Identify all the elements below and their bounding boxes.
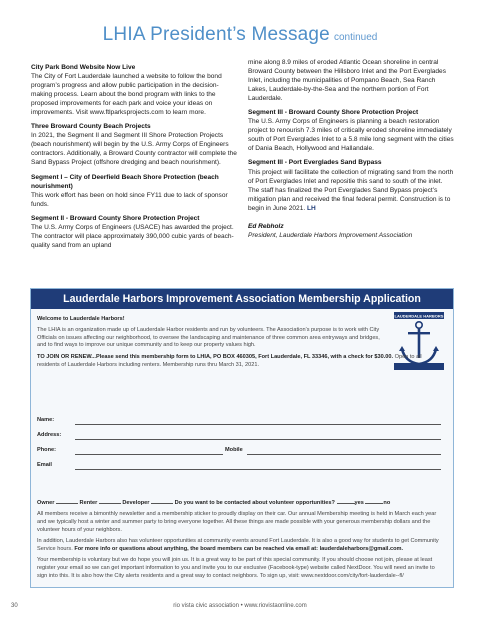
section — [248, 58, 454, 103]
section-heading: Segment I – City of Deerfield Beach Shore Protection (beach nourishment) — [31, 173, 219, 190]
name-row — [37, 417, 445, 432]
developer-field[interactable] — [151, 497, 173, 504]
section-heading: Segment II - Broward County Shore Protection Project — [31, 214, 200, 222]
email-label: Email — [37, 462, 52, 468]
volunteer-info — [37, 538, 443, 554]
section-text: The City of Fort Lauderdale launched a website to follow the bond program’s progress and allow public participation in the decision-making process. Learn about the bond program with links to the proposed improvements for each park and voice your ideas on improvements. Visit www.ftlparksprojects.com to learn more. — [31, 73, 222, 117]
name-label: Name: — [37, 417, 55, 423]
join-bold: TO JOIN OR RENEW...Please send this membership form to LHIA, PO BOX 460305, Fort Lauderdale, FL 33346, with a check for $30.00. — [37, 354, 394, 361]
right-column — [248, 58, 454, 240]
join-instructions — [37, 354, 433, 370]
title-text: LHIA President’s Message — [102, 24, 330, 45]
nextdoor-info: Your membership is voluntary but we do hope you will join us. It is a great way to be part of this special community. If you should choose not join, please at least register your email so we can get important information to you and invite you to our exclusive (Facebook-type) website called NextDoor. You will need an invite to sign into this. It is also how the City alerts residents and a great way to contact neighbors. To sign up, visit: www.nextdoor.com/city/fort-lauderdale--fl/ — [37, 557, 435, 579]
owner-row — [37, 497, 445, 506]
owner-label: Owner — [37, 500, 55, 506]
footer-site: rio vista civic association • www.riovistaonline.com — [173, 603, 307, 609]
phone-label: Phone: — [37, 447, 56, 453]
welcome-heading: Welcome to Lauderdale Harbors! — [37, 316, 125, 322]
phone-row — [37, 447, 445, 462]
signature-title: President, Lauderdale Harbors Improvement Association — [248, 231, 413, 239]
renter-label: Renter — [79, 500, 98, 506]
left-column — [31, 58, 237, 255]
section-heading: Three Broward County Beach Projects — [31, 123, 151, 131]
signature-name: Ed Rebholz — [248, 222, 284, 230]
phone-field[interactable] — [75, 454, 223, 455]
section-heading: Segment III - Port Everglades Sand Bypass — [248, 159, 382, 167]
yes-label: yes — [354, 500, 364, 506]
end-mark: LH — [306, 204, 316, 212]
developer-label: Developer — [122, 500, 150, 506]
application-intro — [37, 316, 433, 370]
section-heading: City Park Bond Website Now Live — [31, 64, 136, 71]
address-label: Address: — [37, 432, 62, 438]
email-field[interactable] — [75, 469, 441, 470]
renter-field[interactable] — [99, 497, 121, 504]
email-row — [37, 462, 445, 477]
section-text: This work effort has been on hold since FY11 due to lack of sponsor funds. — [31, 191, 228, 208]
join-note: Open to all residents of Lauderdale Harbors including renters. Membership runs thru March 31, 2021. — [37, 354, 422, 368]
section-text: mine along 8.9 miles of eroded Atlantic Ocean shoreline in central Broward County between the Hillsboro Inlet and the Port Everglades Inlet, including the municipalities of Pompano Beach, Sea Ranch Lakes, Lauderdale-by-the-Sea and the northern portion of Fort Lauderdale. — [248, 59, 446, 103]
address-field[interactable] — [75, 439, 441, 440]
owner-field[interactable] — [56, 497, 78, 504]
section-text: In 2021, the Segment II and Segment III Shore Protection Projects (beach nourishment) will begin by the U.S. Army Corps of Engineers contractors. Additionally, a Broward County contractor will complete the Sand Bypass Project (offshore dredging and beach nourishment). — [31, 132, 237, 167]
logo-text: LAUDERDALE HARBORS — [394, 313, 444, 319]
volunteer-question: Do you want to be contacted about volunteer opportunities? — [174, 500, 335, 506]
section-text: This project will facilitate the collection of migrating sand from the north of Port Everglades Inlet and repositie this sand to south of the inlet. The staff has finalized the Port Everglades Sand Bypass project’s mitigation plan and received the final federal permit. Construction is to begin in June 2021. — [248, 168, 454, 212]
yes-field[interactable] — [337, 497, 355, 504]
mobile-field[interactable] — [247, 454, 441, 455]
page-title — [0, 24, 480, 46]
section-heading: Segment III - Broward County Shore Protection Project — [248, 109, 419, 117]
page-number: 30 — [11, 603, 18, 609]
application-title: Lauderdale Harbors Improvement Association Membership Application — [31, 289, 453, 309]
membership-application — [30, 288, 454, 588]
membership-benefits: All members receive a bimonthly newsletter and a membership sticker to proudly display on their car. Our annual Membership meeting is held in March each year and we typically host a winter and summer party to bring everyone together. All these things are made possible with your generous membership dollars and the volunteer hours of your neighbors. — [37, 511, 437, 533]
contact-info: For more info or questions about anything, the board members can be reached via email at: lauderdaleharbors@gmail.com. — [74, 545, 404, 552]
section-text: The U.S. Army Corps of Engineers (USACE) has awarded the project. The contractor will place approximately 390,000 cubic yards of beach-quality sand from an upland — [31, 223, 234, 249]
section-text: The U.S. Army Corps of Engineers is planning a beach restoration project to renourish 7.3 miles of critically eroded shoreline immediately south of Port Everglades Inlet to a 5.8 mile long segment with the cities of Dania Beach, Hollywood and Hallandale. — [248, 118, 454, 153]
address-row — [37, 432, 445, 447]
continued-label: continued — [333, 32, 378, 43]
mobile-label: Mobile — [225, 447, 243, 453]
name-field[interactable] — [75, 424, 441, 425]
intro-text: The LHIA is an organization made up of Lauderdale Harbor residents and run by volunteers. The Association’s purpose is to work with City Officials on issues affecting our neighborhood, to oversee the landscaping and maintenance of three common area entryways and bridges, and to find ways to improve our unique community and to keep our property values high. — [37, 326, 380, 349]
volunteer-text: In addition, Lauderdale Harbors also has volunteer opportunities at community events around Fort Lauderdale. It is also a good way for students to get Community Service hours. — [37, 538, 439, 552]
no-field[interactable] — [365, 497, 383, 504]
no-label: no — [383, 500, 391, 506]
application-form — [37, 417, 445, 477]
